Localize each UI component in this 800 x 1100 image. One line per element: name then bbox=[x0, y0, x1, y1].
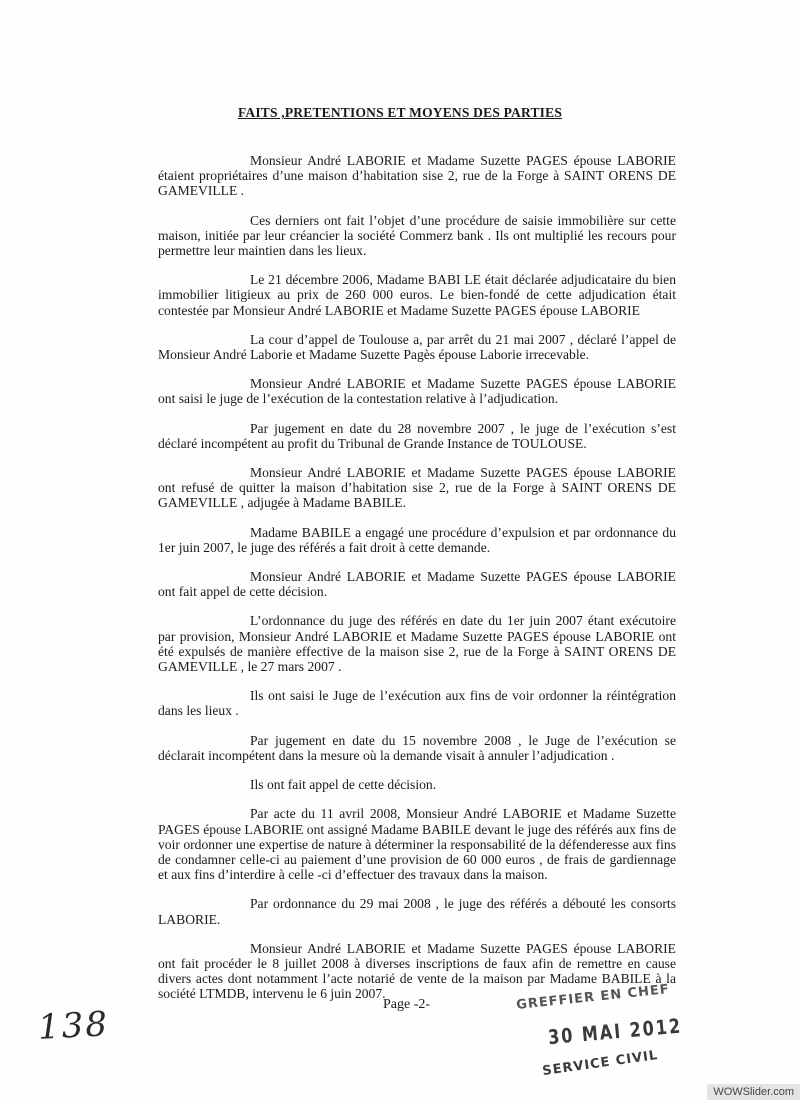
paragraph: La cour d’appel de Toulouse a, par arrêt du 21 mai 2007 , déclaré l’appel de Monsieur André Laborie et Madame Suzette Pagès épouse Laborie irrecevable. bbox=[158, 331, 676, 363]
paragraph: Monsieur André LABORIE et Madame Suzette PAGES épouse LABORIE ont fait appel de cette décision. bbox=[158, 569, 676, 600]
paragraph: Par jugement en date du 15 novembre 2008 , le Juge de l’exécution se déclarait incompétent dans la mesure où la demande visait à annuler l’adjudication . bbox=[158, 732, 676, 763]
paragraph: Monsieur André LABORIE et Madame Suzette PAGES épouse LABORIE étaient propriétaires d’une maison d’habitation sise 2, rue de la Forge à SAINT ORENS DE GAMEVILLE . bbox=[158, 153, 676, 199]
paragraph: Le 21 décembre 2006, Madame BABI LE était déclarée adjudicataire du bien immobilier litigieux au prix de 260 000 euros. Le bien-fondé de cette adjudication était contestée par Monsieur André LABORIE et Madame Suzette PAGES épouse LABORIE bbox=[158, 272, 676, 318]
stamp-service: SERVICE CIVIL bbox=[541, 1047, 660, 1080]
body-text bbox=[158, 153, 676, 1016]
page-number: Page -2- bbox=[383, 997, 431, 1012]
handwritten-page-number: 138 bbox=[37, 1004, 110, 1048]
paragraph: Monsieur André LABORIE et Madame Suzette PAGES épouse LABORIE ont fait procéder le 8 juillet 2008 à diverses inscriptions de faux afin de remettre en cause divers actes dont notamment l’acte notarié de vente de la maison par Madame BABILE à la société LTMDB, intervenu le 6 juin 2007. bbox=[158, 940, 676, 1002]
paragraph: Madame BABILE a engagé une procédure d’expulsion et par ordonnance du 1er juin 2007, le juge des référés a fait droit à cette demande. bbox=[158, 524, 676, 555]
paragraph: Par ordonnance du 29 mai 2008 , le juge des référés a débouté les consorts LABORIE. bbox=[158, 896, 676, 927]
paragraph: L’ordonnance du juge des référés en date du 1er juin 2007 étant exécutoire par provision, Monsieur André LABORIE et Madame Suzette PAGES épouse LABORIE ont été expulsés de manière effective de la maison sise 2, rue de la Forge à SAINT ORENS DE GAMEVILLE , le 27 mars 2007 . bbox=[158, 613, 676, 675]
stamp-date: 30 MAI 2012 bbox=[547, 1013, 683, 1050]
paragraph: Ils ont saisi le Juge de l’exécution aux fins de voir ordonner la réintégration dans les lieux . bbox=[158, 688, 676, 719]
paragraph: Par jugement en date du 28 novembre 2007 , le juge de l’exécution s’est déclaré incompétent au profit du Tribunal de Grande Instance de TOULOUSE. bbox=[158, 420, 676, 451]
section-heading: FAITS ,PRETENTIONS ET MOYENS DES PARTIES bbox=[237, 105, 563, 120]
paragraph: Monsieur André LABORIE et Madame Suzette PAGES épouse LABORIE ont refusé de quitter la maison d’habitation sise 2, rue de la Forge à SAINT ORENS DE GAMEVILLE , adjugée à Madame BABILE. bbox=[158, 465, 676, 511]
paragraph: Ces derniers ont fait l’objet d’une procédure de saisie immobilière sur cette maison, initiée par leur créancier la société Commerz bank . Ils ont multiplié les recours pour permettre leur maintien dans les lieux. bbox=[158, 212, 676, 259]
paragraph: Par acte du 11 avril 2008, Monsieur André LABORIE et Madame Suzette PAGES épouse LABORIE ont assigné Madame BABILE devant le juge des référés aux fins de voir ordonner une expertise de nature à déterminer la responsabilité de la défenderesse aux fins de condamner celle-ci au paiement d’une provision de 60 000 euros , de frais de gardiennage et aux fins d’interdire à celle -ci d’effectuer des travaux dans la maison. bbox=[158, 806, 676, 883]
paragraph: Monsieur André LABORIE et Madame Suzette PAGES épouse LABORIE ont saisi le juge de l’exécution de la contestation relative à l’adjudication. bbox=[158, 376, 676, 407]
watermark-label: WOWSlider.com bbox=[707, 1084, 800, 1100]
stamp-greffier: GREFFIER EN CHEF bbox=[515, 981, 671, 1014]
paragraph: Ils ont fait appel de cette décision. bbox=[250, 777, 437, 793]
